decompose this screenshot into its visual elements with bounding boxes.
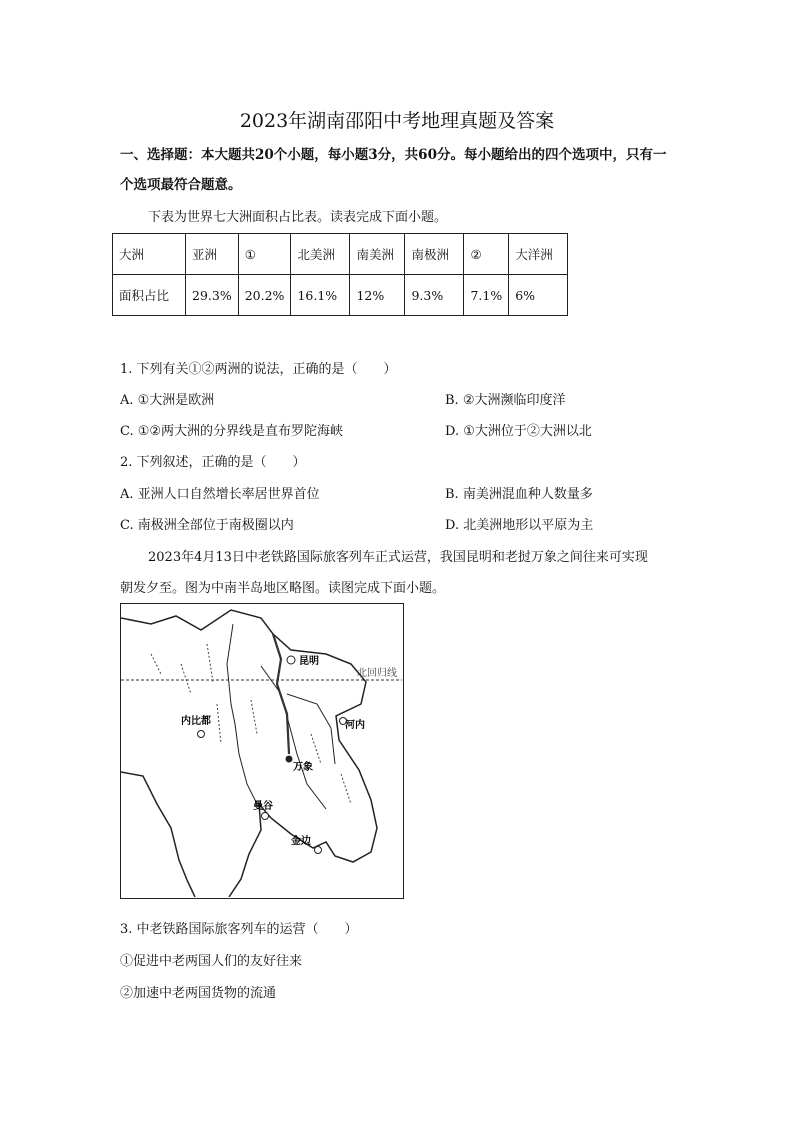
border-line [227,624,257,804]
city-dot-kunming [287,656,295,664]
question-1-stem: 1. 下列有关①②两洲的说法，正确的是（ ） [120,362,397,377]
question-1-option-a: A. ①大洲是欧洲 [120,393,215,408]
question-2-stem: 2. 下列叙述，正确的是（ ） [120,455,306,470]
coastline-west [121,772,195,897]
border-line [261,666,326,809]
table-cell: 12% [350,275,405,316]
city-label-kunming: 昆明 [299,656,319,667]
question-2-option-a: A. 亚洲人口自然增长率居世界首位 [120,487,320,502]
section-heading [120,140,690,200]
table-cell: 南极洲 [405,234,464,275]
question-1-option-c: C. ①②两大洲的分界线是直布罗陀海峡 [120,424,344,439]
question-2-option-b: B. 南美洲混血种人数量多 [445,487,593,502]
table-cell: 南美洲 [350,234,405,275]
city-label-phnompenh: 金边 [291,836,311,847]
table-cell: ① [238,234,291,275]
city-label-naypyidaw: 内比都 [181,716,211,727]
table-cell: 7.1% [464,275,509,316]
city-label-vientiane: 万象 [293,762,313,773]
tropic-label: 北回归线 [357,668,397,679]
indochina-map [120,603,404,899]
question-1-option-b: B. ②大洲濒临印度洋 [445,393,566,408]
city-label-bangkok: 曼谷 [253,801,273,812]
map-drawing [121,604,402,897]
table-cell: 北美洲 [291,234,350,275]
city-dot-naypyidaw [198,731,205,738]
table-data-row [113,275,568,316]
question-2-option-d: D. 北美洲地形以平原为主 [445,518,594,533]
coastline [121,610,377,897]
city-label-hanoi: 河内 [345,720,365,731]
table-cell: 大洲 [113,234,186,275]
question-2-option-c: C. 南极洲全部位于南极圈以内 [120,518,294,533]
table-cell: 面积占比 [113,275,186,316]
section-heading-line1: 一、选择题：本大题共20个小题，每小题3分，共60分。每小题给出的四个选项中，只有一 [120,147,667,163]
intro-map-line2: 朝发夕至。图为中南半岛地区略图。读图完成下面小题。 [120,581,446,596]
border-line [287,694,335,764]
section-heading-line2: 个选项最符合题意。 [120,177,242,193]
table-header-row [113,234,568,275]
page-title: 2023年湖南邵阳中考地理真题及答案 [239,110,555,132]
question-3-stem: 3. 中老铁路国际旅客列车的运营（ ） [120,922,358,937]
city-dot-bangkok [262,813,269,820]
question-3-statement-2: ②加速中老两国货物的流通 [120,986,277,1001]
table-cell: 9.3% [405,275,464,316]
table-cell: 20.2% [238,275,291,316]
question-3-statement-1: ①促进中老两国人们的友好往来 [120,954,303,969]
table-cell: 亚洲 [186,234,239,275]
table-cell: ② [464,234,509,275]
continent-area-table [112,233,568,316]
table-cell: 29.3% [186,275,239,316]
railway-line [273,634,289,754]
intro-map-line1: 2023年4月13日中老铁路国际旅客列车正式运营，我国昆明和老挝万象之间往来可实现 [148,550,648,565]
intro-table: 下表为世界七大洲面积占比表。读表完成下面小题。 [148,210,448,225]
table-cell: 6% [509,275,568,316]
table-cell: 16.1% [291,275,350,316]
question-1-option-d: D. ①大洲位于②大洲以北 [445,424,592,439]
city-dot-vientiane [286,756,293,763]
city-dot-phnompenh [315,847,322,854]
table-cell: 大洋洲 [509,234,568,275]
